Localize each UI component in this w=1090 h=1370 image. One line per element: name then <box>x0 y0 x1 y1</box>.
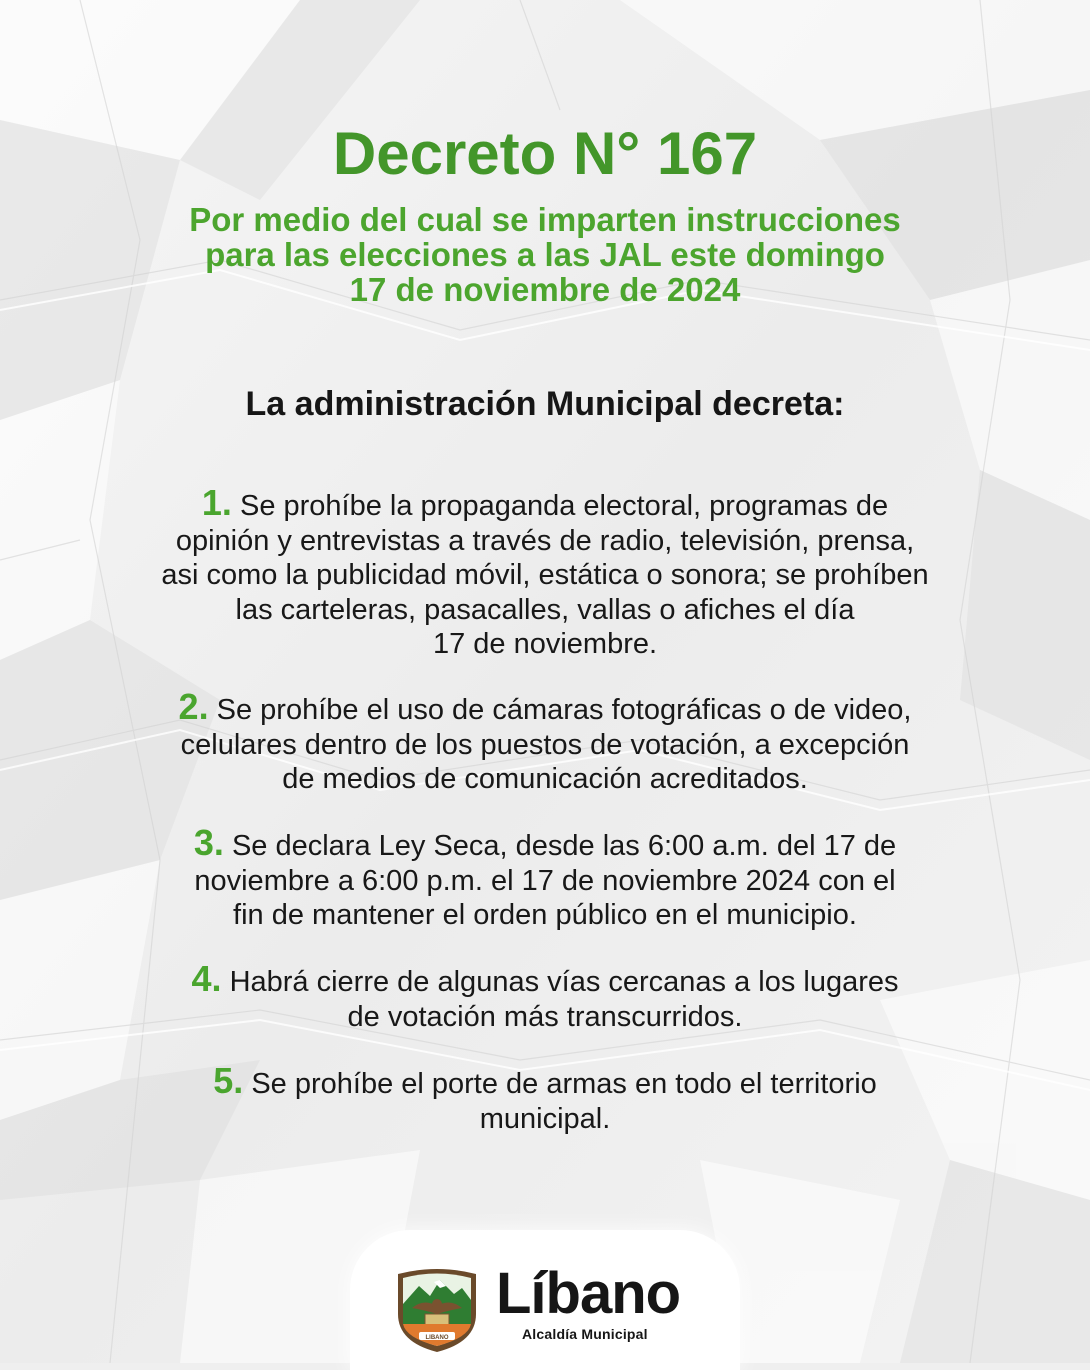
item-text: municipal. <box>479 1102 611 1135</box>
item-text: Se prohíbe el porte de armas en todo el territorio <box>251 1068 877 1100</box>
brand-subtitle: Alcaldía Municipal <box>522 1326 648 1342</box>
item-4-first-line <box>95 958 995 1000</box>
item-text: celulares dentro de los puestos de votación, a excepción <box>180 728 910 761</box>
item-text: Se declara Ley Seca, desde las 6:00 a.m. del 17 de <box>231 830 897 862</box>
item-text: asi como la publicidad móvil, estática o sonora; se prohíben <box>161 559 929 591</box>
decree-item-4 <box>95 958 995 1034</box>
decree-item-2 <box>95 686 995 797</box>
decree-item-3 <box>95 822 995 933</box>
item-text: Se prohíbe la propaganda electoral, programas de <box>239 490 889 522</box>
item-text: noviembre a 6:00 p.m. el 17 de noviembre 2024 con el <box>194 864 896 897</box>
item-text: de medios de comunicación acreditados. <box>282 763 808 795</box>
item-text: fin de mantener el orden público en el municipio. <box>233 899 857 931</box>
libano-shield-icon <box>394 1264 480 1354</box>
footer-logo-block <box>350 1230 740 1370</box>
item-text: 17 de noviembre. <box>432 628 658 660</box>
item-5-first-line <box>95 1060 995 1102</box>
subtitle-line-1: Por medio del cual se imparten instrucciones <box>189 201 901 238</box>
item-3-first-line <box>95 822 995 864</box>
item-text: de votación más transcurridos. <box>347 1000 743 1033</box>
subtitle-line-3: 17 de noviembre de 2024 <box>349 271 741 308</box>
decree-item-5 <box>95 1060 995 1136</box>
decree-item-1 <box>95 482 995 662</box>
item-text: opinión y entrevistas a través de radio, televisión, prensa, <box>175 524 915 557</box>
item-number: 3. <box>193 822 224 863</box>
decree-heading: La administración Municipal decreta: <box>245 385 845 423</box>
item-number: 4. <box>191 958 222 999</box>
decree-subtitle <box>120 202 970 307</box>
item-2-first-line <box>95 686 995 728</box>
item-number: 2. <box>178 686 209 727</box>
item-1-first-line <box>95 482 995 524</box>
item-text: las carteleras, pasacalles, vallas o afiches el día <box>235 593 855 626</box>
subtitle-line-2: para las elecciones a las JAL este domingo <box>205 236 885 273</box>
decree-title: Decreto N° 167 <box>332 120 758 187</box>
brand-name: Líbano <box>496 1261 681 1326</box>
item-number: 1. <box>201 482 232 523</box>
item-text: Se prohíbe el uso de cámaras fotográficas o de video, <box>216 694 912 726</box>
item-text: Habrá cierre de algunas vías cercanas a los lugares <box>229 966 899 998</box>
item-number: 5. <box>213 1060 244 1101</box>
shield-label: LIBANO <box>425 1335 449 1341</box>
